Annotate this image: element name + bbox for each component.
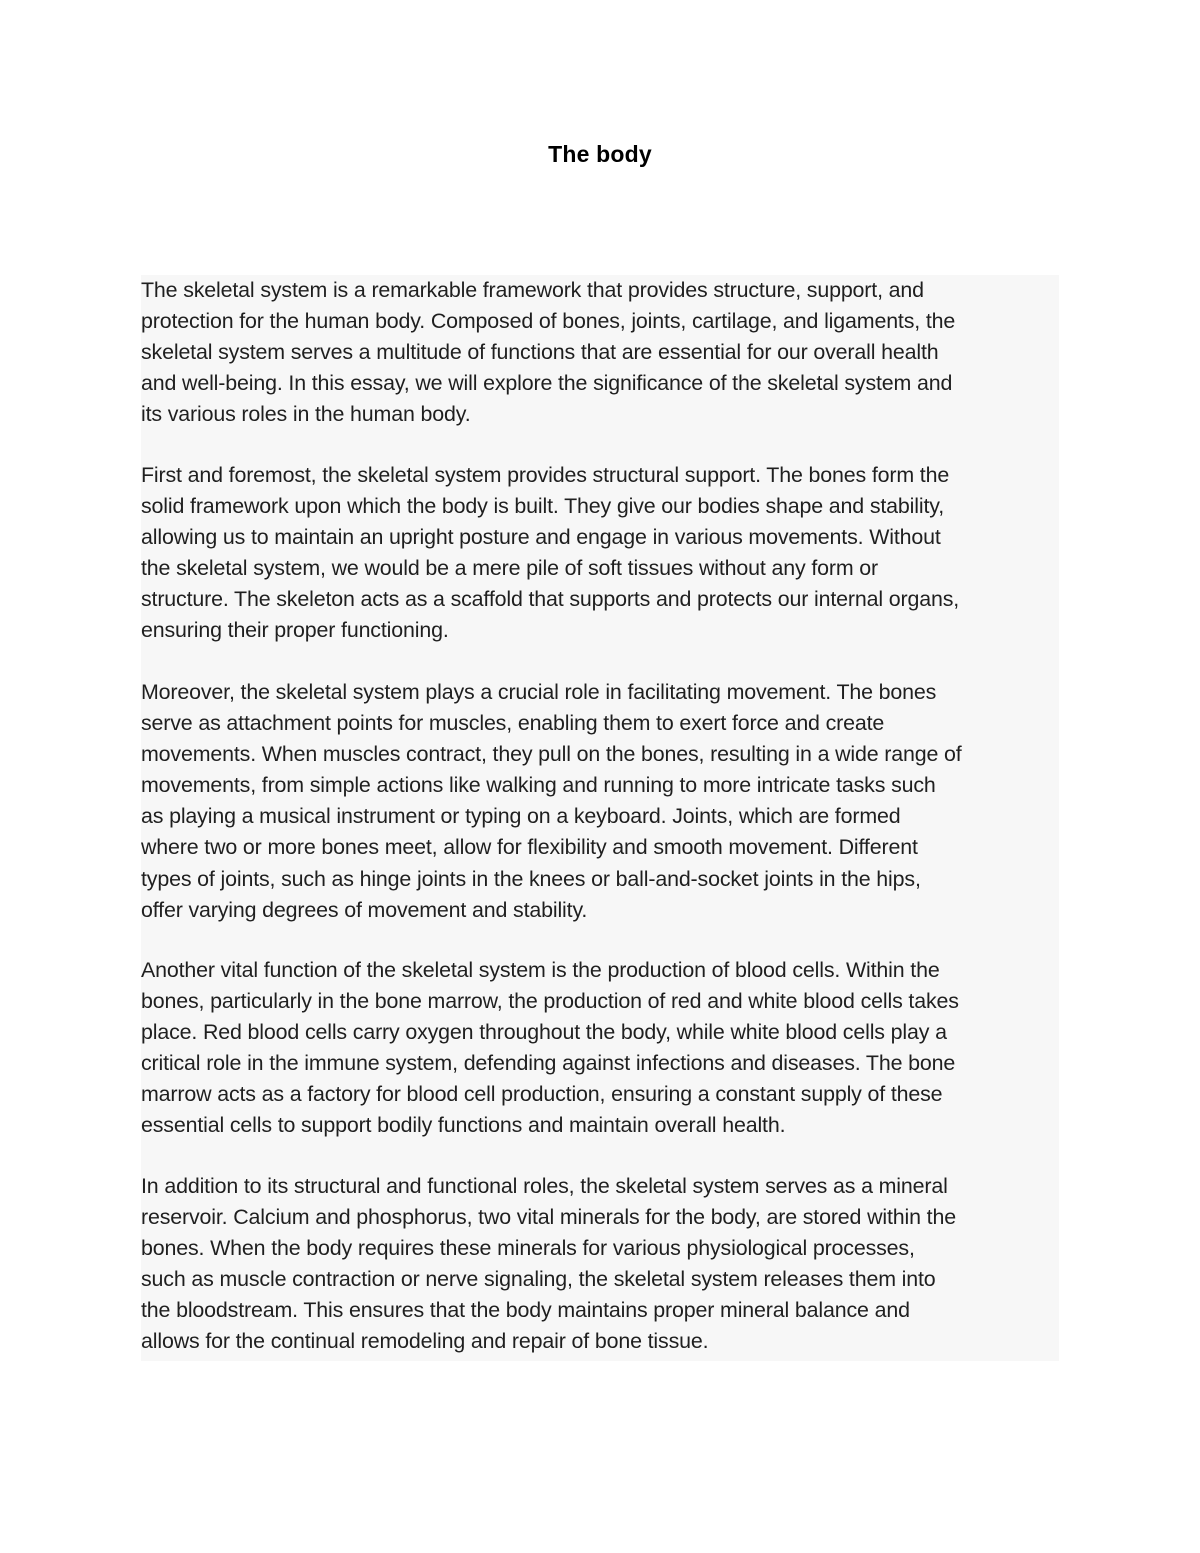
text-line: First and foremost, the skeletal system provides structural support. The bones form the — [141, 463, 950, 487]
text-line: structure. The skeleton acts as a scaffold that supports and protects our internal organs, — [141, 587, 960, 612]
text-line: as playing a musical instrument or typing on a keyboard. Joints, which are formed — [141, 804, 901, 829]
text-line: protection for the human body. Composed of bones, joints, cartilage, and ligaments, the — [141, 309, 956, 334]
text-line: its various roles in the human body. — [141, 402, 471, 427]
document-title: The body — [548, 141, 652, 167]
text-line: critical role in the immune system, defending against infections and diseases. The bone — [141, 1051, 956, 1076]
paragraph-2 — [141, 460, 959, 647]
text-line: place. Red blood cells carry oxygen throughout the body, while white blood cells play a — [141, 1020, 947, 1045]
text-line: reservoir. Calcium and phosphorus, two vital minerals for the body, are stored within the — [141, 1205, 956, 1230]
document-body — [141, 275, 1059, 1361]
text-line: bones, particularly in the bone marrow, the production of red and white blood cells takes — [141, 989, 959, 1014]
text-line: solid framework upon which the body is built. They give our bodies shape and stability, — [141, 494, 945, 519]
text-line: types of joints, such as hinge joints in the knees or ball-and-socket joints in the hips, — [141, 866, 921, 891]
text-line: such as muscle contraction or nerve signaling, the skeletal system releases them into — [141, 1267, 936, 1292]
text-line: allowing us to maintain an upright posture and engage in various movements. Without — [141, 525, 941, 550]
text-line: allows for the continual remodeling and repair of bone tissue. — [141, 1329, 709, 1354]
text-line: and well-being. In this essay, we will explore the significance of the skeletal system and — [141, 371, 953, 396]
text-line: movements. When muscles contract, they pull on the bones, resulting in a wide range of — [141, 742, 962, 767]
text-line: ensuring their proper functioning. — [141, 618, 449, 643]
paragraph-1 — [141, 275, 955, 430]
paragraph-3 — [141, 677, 962, 926]
paragraph-5 — [141, 1171, 956, 1358]
text-line: the bloodstream. This ensures that the body maintains proper mineral balance and — [141, 1298, 910, 1323]
paragraph-4 — [141, 955, 959, 1142]
text-line: marrow acts as a factory for blood cell production, ensuring a constant supply of these — [141, 1082, 943, 1107]
text-line: The skeletal system is a remarkable framework that provides structure, support, and — [141, 278, 924, 302]
text-line: skeletal system serves a multitude of functions that are essential for our overall health — [141, 340, 939, 365]
text-line: where two or more bones meet, allow for flexibility and smooth movement. Different — [141, 835, 918, 860]
text-line: essential cells to support bodily functions and maintain overall health. — [141, 1113, 786, 1138]
text-line: bones. When the body requires these minerals for various physiological processes, — [141, 1236, 915, 1261]
text-line: movements, from simple actions like walking and running to more intricate tasks such — [141, 773, 936, 798]
text-line: the skeletal system, we would be a mere pile of soft tissues without any form or — [141, 556, 879, 581]
text-line: Moreover, the skeletal system plays a crucial role in facilitating movement. The bones — [141, 680, 937, 704]
text-line: serve as attachment points for muscles, enabling them to exert force and create — [141, 711, 885, 736]
text-line: Another vital function of the skeletal system is the production of blood cells. Within the — [141, 958, 940, 982]
text-line: offer varying degrees of movement and stability. — [141, 897, 588, 922]
text-line: In addition to its structural and functional roles, the skeletal system serves as a mineral — [141, 1174, 948, 1198]
